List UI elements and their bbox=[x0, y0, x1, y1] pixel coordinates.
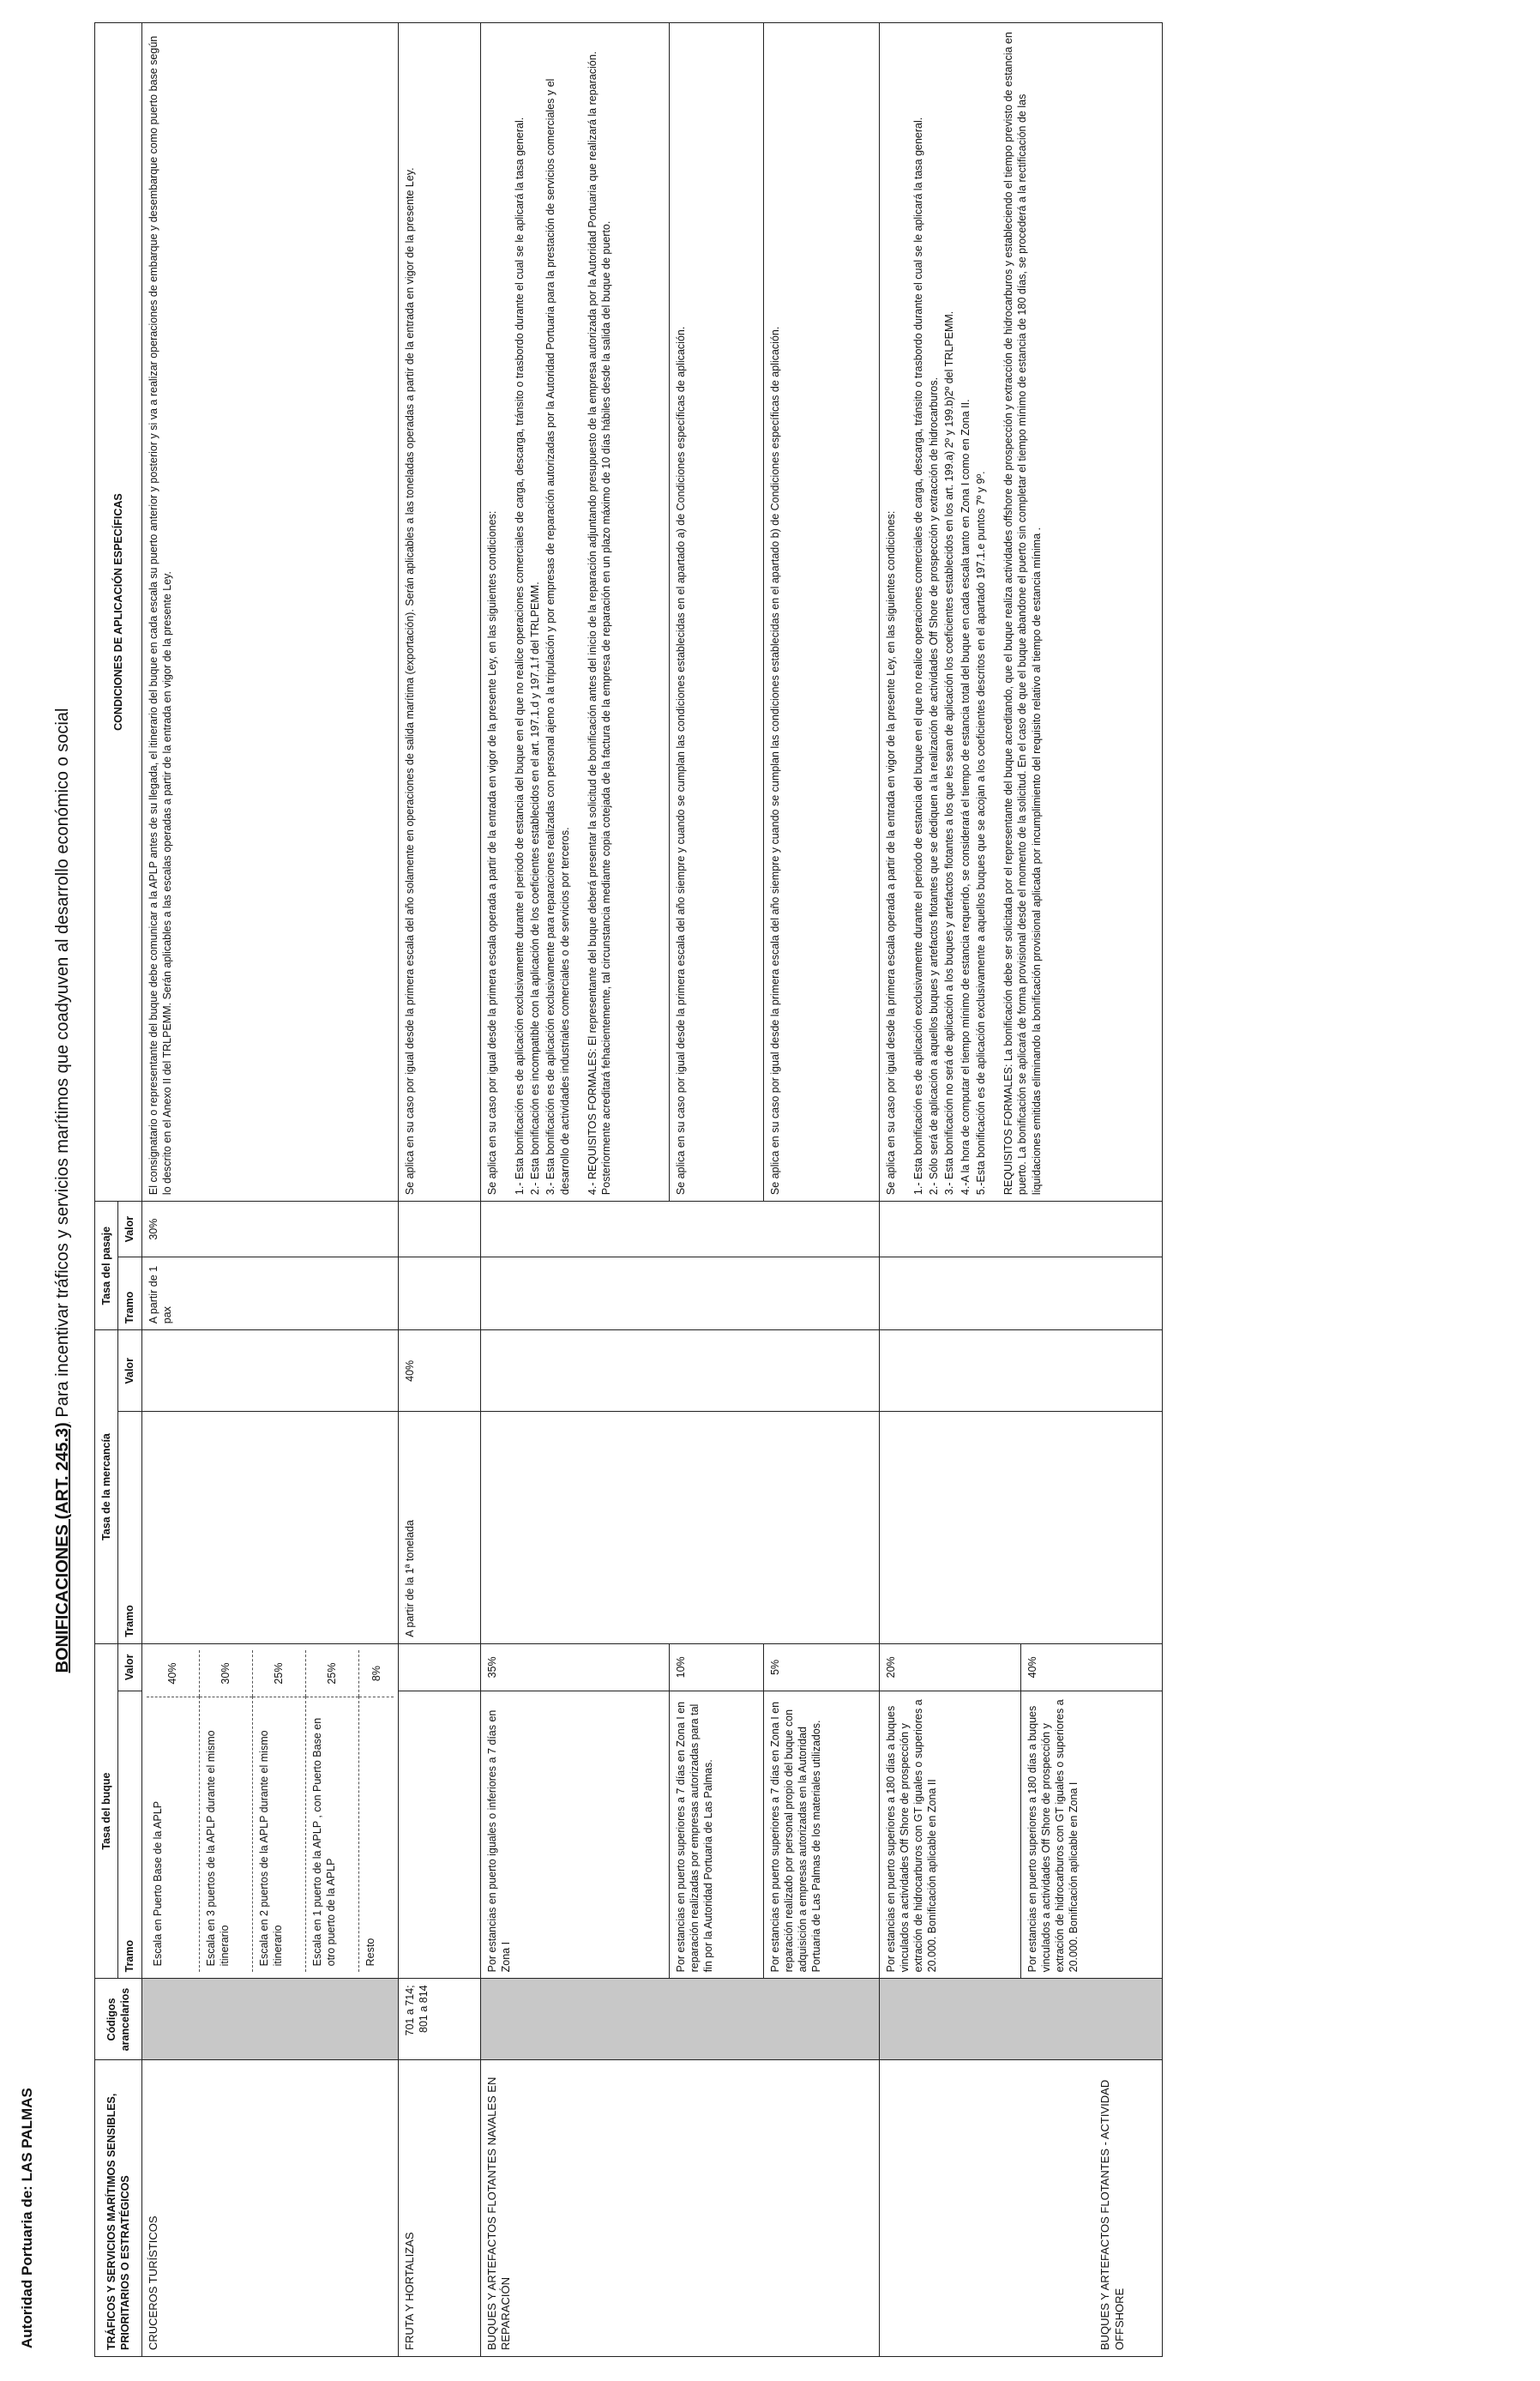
ship-valor-a: 35% bbox=[480, 1643, 669, 1691]
ship-valor-b: 40% bbox=[1020, 1643, 1162, 1691]
row-offshore-a bbox=[879, 23, 1020, 2357]
tramo-value: 25% bbox=[306, 1650, 359, 1697]
cond-item: 4.-A la hora de computar el tiempo mínimo de estancia requerido, se considerará el tiempo de estancia total del buque en cada escala tanto en Zona I como en Zona II. bbox=[959, 399, 972, 1196]
conditions-fruta: Se aplica en su caso por igual desde la primera escala del año solamente en operaciones de salida marítima (exportación). Serán aplicables a las toneladas operadas a partir de la entrada en vigor de la presente Ley. bbox=[398, 23, 480, 1202]
traffic-name: FRUTA Y HORTALIZAS bbox=[398, 2060, 480, 2357]
goods-tramo: A partir de la 1ª tonelada bbox=[398, 1412, 480, 1643]
codes-cell bbox=[879, 1979, 1162, 2060]
conditions-offshore bbox=[879, 23, 1162, 1202]
cond-item: 1.- Esta bonificación es de aplicación exclusivamente durante el periodo de estancia del buque en el que no realice operaciones comerciales de carga, descarga, tránsito o trasbordo durante el cual se le aplicará la tasa general. bbox=[911, 117, 924, 1196]
cond-requirements: REQUISITOS FORMALES: La bonificación debe ser solicitada por el representante del buque acreditando, que el buque realiza actividades offshore de prospección y extracción de hidrocarburos y estableciendo el tiempo previsto de estancia en puerto. La bonificación se aplicará de forma provisional desde el momento de la solicitud. En el caso de que el buque abandone el puerto sin completar el tiempo mínimo de estancia de 180 días, se procederá a la rectificación de las liquidaciones emitidas eliminando la bonificación provisional aplicada por incumplimiento del requisito relativo al tiempo de estancia mínima . bbox=[1002, 32, 1043, 1196]
col-ship-tramo: Tramo bbox=[118, 1691, 141, 1978]
tramo-text: Escala en Puerto Base de la APLP bbox=[147, 1697, 200, 1973]
tramo-item bbox=[200, 1650, 253, 1973]
traffic-name: CRUCEROS TURÍSTICOS bbox=[141, 2060, 398, 2357]
col-ship-fee: Tasa del buque bbox=[95, 1643, 118, 1979]
tramo-value: 30% bbox=[200, 1650, 253, 1697]
pax-tramo: A partir de 1 pax bbox=[141, 1257, 398, 1330]
tramo-text: Escala en 1 puerto de la APLP , con Puerto Base en otro puerto de la APLP bbox=[306, 1697, 359, 1973]
pax-valor-empty bbox=[879, 1202, 1162, 1257]
col-goods-tramo: Tramo bbox=[118, 1412, 141, 1643]
row-fruta bbox=[398, 23, 480, 2357]
goods-valor-empty bbox=[141, 1330, 398, 1412]
cond-intro: Se aplica en su caso por igual desde la primera escala operada a partir de la entrada en vigor de la presente Ley, en las siguientes condiciones: bbox=[485, 510, 498, 1196]
codes-cell bbox=[141, 1979, 398, 2060]
col-traffic: TRÁFICOS Y SERVICIOS MARÍTIMOS SENSIBLES, PRIORITARIOS O ESTRATÉGICOS bbox=[95, 2060, 142, 2357]
codes-cell bbox=[480, 1979, 879, 2060]
cond-item: 5.-Esta bonificación es de aplicación exclusivamente a aquellos buques que se acojan a los coeficientes descritos en el apartado 197.1.e puntos 7º y 9º. bbox=[974, 471, 987, 1196]
goods-tramo-empty bbox=[141, 1412, 398, 1643]
tramo-text: Escala en 2 puertos de la APLP durante el mismo itinerario bbox=[253, 1697, 306, 1973]
goods-valor: 40% bbox=[398, 1330, 480, 1412]
ship-valor-empty bbox=[398, 1643, 480, 1691]
tramo-value: 8% bbox=[359, 1650, 394, 1697]
conditions-reparacion-a bbox=[480, 23, 669, 1202]
ship-valor-b: 10% bbox=[669, 1643, 763, 1691]
cond-item: 2.- Sólo será de aplicación a aquellos buques y artefactos flotantes que se dediquen a la realización de actividades Off Shore de prospección y extracción de hidrocarburos. bbox=[928, 377, 940, 1196]
goods-tramo-empty bbox=[480, 1412, 879, 1643]
goods-tramo-empty bbox=[879, 1412, 1162, 1643]
ship-valor-a: 20% bbox=[879, 1643, 1020, 1691]
cond-item: 3.- Esta bonificación no será de aplicación a los buques y artefactos flotantes a los que les sean de aplicación los coeficientes establecidos en los art. 199.a) 2º y 199.b)2º del TRLPEMM. bbox=[943, 310, 956, 1196]
pax-valor-empty bbox=[480, 1202, 879, 1257]
tramo-item bbox=[359, 1650, 394, 1973]
tramo-item bbox=[306, 1650, 359, 1973]
pax-tramo-empty bbox=[398, 1257, 480, 1330]
tramo-value: 40% bbox=[147, 1650, 200, 1697]
pax-valor: 30% bbox=[141, 1202, 398, 1257]
ship-tramos-list bbox=[147, 1650, 394, 1973]
row-cruceros bbox=[141, 23, 398, 2357]
traffic-name: BUQUES Y ARTEFACTOS FLOTANTES NAVALES EN REPARACIÓN bbox=[480, 2060, 879, 2357]
tramo-value: 25% bbox=[253, 1650, 306, 1697]
pax-tramo-empty bbox=[480, 1257, 879, 1330]
col-passenger-fee: Tasa del pasaje bbox=[95, 1202, 118, 1330]
col-goods-fee: Tasa de la mercancía bbox=[95, 1330, 118, 1644]
goods-valor-empty bbox=[480, 1330, 879, 1412]
cond-item: 1.- Esta bonificación es de aplicación exclusivamente durante el periodo de estancia del buque en el que no realice operaciones comerciales de carga, descarga, tránsito o trasbordo durante el cual se le aplicará la tasa general. bbox=[513, 117, 526, 1196]
ship-tramo-empty bbox=[398, 1691, 480, 1978]
cond-item: 4.- REQUISITOS FORMALES: El representante del buque deberá presentar la solicitud de bonificación antes del inicio de la reparación adjuntando presupuesto de la empresa autorizada por la Autoridad Portuaria que realizará la reparación. Posteriormente acreditará fehacientemente, tal circunstancia mediante copia cotejada de la factura de la empresa de reparación en un plazo máximo de 10 días hábiles desde la salida del buque de puerto. bbox=[586, 51, 612, 1196]
authority-label: Autoridad Portuaria de: LAS PALMAS bbox=[19, 2088, 35, 2348]
ship-tramos-cell bbox=[141, 1643, 398, 1979]
ship-tramo-a: Por estancias en puerto superiores a 180 días a buques vinculados a actividades Off Shore de prospección y extración de hidrocarburos con GT iguales o superiores a 20.000. Bonificación aplicable en Zona II bbox=[879, 1691, 1020, 1978]
title-description: Para incentivar tráficos y servicios marítimos que coadyuven al desarrollo económico o social bbox=[53, 708, 72, 1423]
bonificaciones-table bbox=[94, 22, 1163, 2357]
col-goods-valor: Valor bbox=[118, 1330, 141, 1412]
cond-item: 2.- Esta bonificación es incompatible con la aplicación de los coeficientes establecidos en el art. 197.1.d y 197.1.f del TRLPEMM. bbox=[529, 582, 541, 1196]
ship-valor-c: 5% bbox=[763, 1643, 879, 1691]
tramo-text: Resto bbox=[364, 1938, 376, 1967]
ship-tramo-b: Por estancias en puerto superiores a 180 días a buques vinculados a actividades Off Shore de prospección y extración de hidrocarburos con GT iguales o superiores a 20.000. Bonificación aplicable en Zona I bbox=[1020, 1691, 1162, 1978]
ship-tramo-b: Por estancias en puerto superiores a 7 días en Zona I en reparación realizadas por empresas autorizadas para tal fin por la Autoridad Portuaria de Las Palmas. bbox=[669, 1691, 763, 1978]
col-pax-valor: Valor bbox=[118, 1202, 141, 1257]
col-codes: Códigos arancelarios bbox=[95, 1979, 142, 2060]
tramo-item bbox=[147, 1650, 200, 1973]
goods-valor-empty bbox=[879, 1330, 1162, 1412]
conditions-cruceros: El consignatario o representante del buque debe comunicar a la APLP antes de su llegada, el itinerario del buque en cada escala su puerto anterior y posterior y si va a realizar operaciones de embarque y desembarque como puerto base según lo descrito en el Anexo II del TRLPEMM. Serán aplicables a las escalas operadas a partir de la entrada en vigor de la presente Ley. bbox=[141, 23, 398, 1202]
traffic-name: BUQUES Y ARTEFACTOS FLOTANTES - ACTIVIDAD OFFSHORE bbox=[879, 2060, 1162, 2357]
document-title bbox=[53, 0, 73, 2381]
col-ship-valor: Valor bbox=[118, 1643, 141, 1691]
col-pax-tramo: Tramo bbox=[118, 1257, 141, 1330]
row-reparacion-a bbox=[480, 23, 669, 2357]
codes-cell: 701 a 714; 801 a 814 bbox=[398, 1979, 480, 2060]
pax-tramo-empty bbox=[879, 1257, 1162, 1330]
title-article: BONIFICACIONES (ART. 245.3) bbox=[53, 1422, 72, 1673]
ship-tramo-c: Por estancias en puerto superiores a 7 días en Zona I en reparación realizado por personal propio del buque con adquisición a empresas autorizadas en la Autoridad Portuaria de Las Palmas de los materiales utilizados. bbox=[763, 1691, 879, 1978]
header-row-1 bbox=[95, 23, 118, 2357]
ship-tramo-a: Por estancias en puerto iguales o inferiores a 7 días en Zona I bbox=[480, 1691, 669, 1978]
tramo-text: Escala en 3 puertos de la APLP durante el mismo itinerario bbox=[200, 1697, 253, 1973]
cond-item: 3.- Esta bonificación es de aplicación exclusivamente para reparaciones realizadas con personal ajeno a la tripulación y por empresas de reparación autorizadas por la Autoridad Portuaria para la prestación de servicios comerciales y el desarrollo de actividades industriales comerciales o de servicios por terceros. bbox=[544, 78, 571, 1196]
conditions-reparacion-c: Se aplica en su caso por igual desde la primera escala del año siempre y cuando se cumplan las condiciones establecidas en el apartado b) de Condiciones específicas de aplicación. bbox=[763, 23, 879, 1202]
cond-intro: Se aplica en su caso por igual desde la primera escala operada a partir de la entrada en vigor de la presente Ley, en las siguientes condiciones: bbox=[884, 510, 897, 1196]
pax-valor-empty bbox=[398, 1202, 480, 1257]
col-conditions: CONDICIONES DE APLICACIÓN ESPECÍFICAS bbox=[95, 23, 142, 1202]
conditions-reparacion-b: Se aplica en su caso por igual desde la primera escala del año siempre y cuando se cumplan las condiciones establecidas en el apartado a) de Condiciones específicas de aplicación. bbox=[669, 23, 763, 1202]
tramo-item bbox=[253, 1650, 306, 1973]
